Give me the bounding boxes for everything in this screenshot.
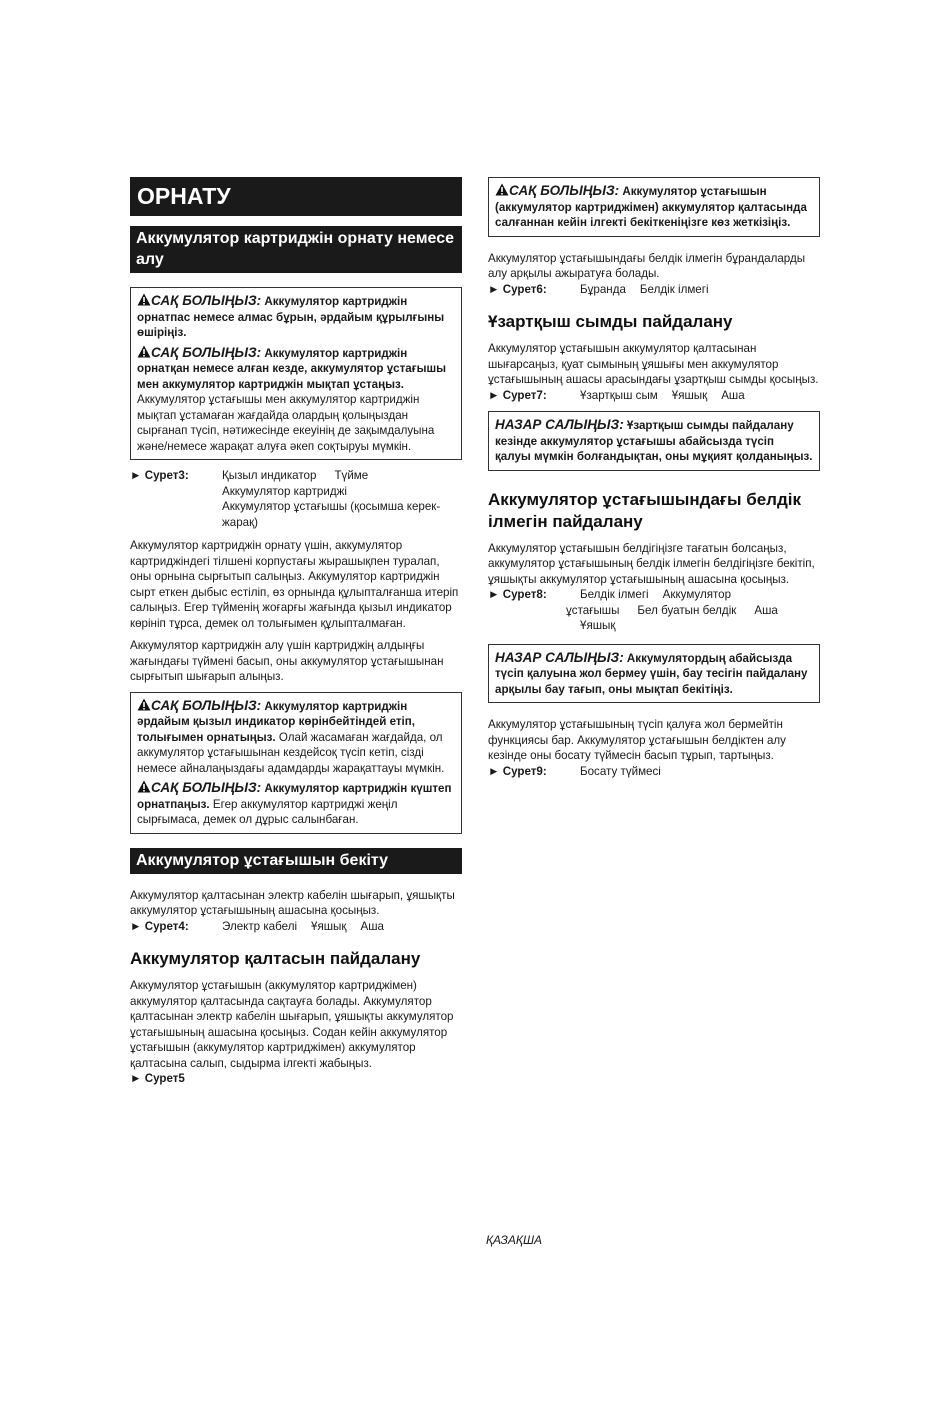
figure-item: Аккумулятор картриджі <box>222 484 347 498</box>
figure-item: Түйме <box>334 469 369 482</box>
notice-text-bold: Аккумулятордың абайсызда түсіп қалуына жол бермеу үшін, бау тесігін пайдалану арқылы бау тағып, оны мықтап бекітіңіз. <box>495 651 808 696</box>
figure-item: Бұранда <box>580 282 626 296</box>
figure-item: Аша <box>754 603 778 617</box>
figure-label: ► Сурет6: <box>488 282 547 296</box>
paragraph: Аккумулятор картриджін алу үшін картриджің алдыңғы жағындағы түймені басып, оны аккумулятор ұстағышынан сырғытып шығарып алыңыз. <box>130 639 444 683</box>
caution-text-bold: Аккумулятор картриджін орнатқан немесе алған кезде, аккумулятор ұстағышы мен аккумулятор картриджін мықтап ұстаңыз. <box>137 346 447 391</box>
section-title-install-remove: Аккумулятор картриджін орнату немесе алу <box>130 226 462 273</box>
caution-label: САҚ БОЛЫҢЫЗ: <box>151 780 262 795</box>
caution-box-1 <box>130 287 462 460</box>
caution-text: Олай жасамаған жағдайда, ол аккумулятор ұстағышынан кездейсоқ түсіп кетіп, сізді немесе айналаңыздағы адамдарды жарақаттауы мүмкін. <box>137 730 445 775</box>
figure-item: Аккумулятор ұстағышы (қосымша керек-жарақ) <box>222 500 441 529</box>
caution-label: САҚ БОЛЫҢЫЗ: <box>509 183 620 198</box>
figure-item: Босату түймесі <box>580 764 661 778</box>
notice-label: НАЗАР САЛЫҢЫЗ: <box>495 417 624 432</box>
caution-box-3 <box>488 177 820 237</box>
figure-item: Аша <box>721 388 745 402</box>
figure-ref-7 <box>488 388 820 404</box>
figure-label: ► Сурет7: <box>488 388 547 402</box>
caution-text-bold: Аккумулятор ұстағышын (аккумулятор картриджімен) аккумулятор қалтасында салғаннан кейін ілгекті бекіткеніңізге көз жеткізіңіз. <box>495 185 807 229</box>
figure-label: ► Сурет3: <box>130 469 189 482</box>
figure-item: Белдік ілмегі <box>639 282 709 296</box>
subsection-title-belt-hook: Аккумулятор ұстағышындағы белдік ілмегін пайдалану <box>488 489 802 531</box>
figure-item: Ұяшық <box>671 388 708 402</box>
figure-item: Аккумулятор <box>662 588 732 601</box>
figure-ref-6 <box>488 282 820 298</box>
figure-item: ұстағышы <box>566 603 620 617</box>
figure-item: Ұзартқыш сым <box>580 388 658 402</box>
caution-text: Егер аккумулятор картриджі жеңіл сырғымаса, демек ол дұрыс салынбаған. <box>137 797 398 826</box>
section-title-attach-holder: Аккумулятор ұстағышын бекіту <box>130 848 462 874</box>
paragraph: Аккумулятор ұстағышын аккумулятор қалтасынан шығарсаңыз, қуат сымының ұяшығы мен аккумулятор ұстағышының ашасы арасындағы ұзартқыш сымды қосыңыз. <box>488 342 819 386</box>
figure-ref-5 <box>130 1071 462 1087</box>
figure-item: Бел буатын белдік <box>637 603 737 617</box>
paragraph: Аккумулятор картриджін орнату үшін, аккумулятор картриджіндегі тілшені корпустағы жырашықпен туралап, оны орнына сырғытып салыңыз. Аккумулятор картриджін сырт еткен дыбыс естіліп, өз орнында құлыпталғанша итеріп салыңыз. Егер түйменің жоғарғы жағында қызыл индикатор көрініп тұрса, демек ол толығымен құлыпталмаған. <box>130 539 459 630</box>
right-column <box>488 177 820 787</box>
figure-item: Белдік ілмегі <box>580 588 649 601</box>
notice-box-1 <box>488 411 820 471</box>
warning-triangle-icon <box>137 293 151 306</box>
caution-item-2 <box>137 345 455 455</box>
caution-text: Аккумулятор картриджін орнатпас немесе алмас бұрын, әрдайым құрылғыны өшіріңіз. <box>137 295 445 339</box>
caution-text: Аккумулятор ұстағышы мен аккумулятор картриджін мықтап ұстамаған жағдайда олардың қолыңыздан сырғанап түсіп, нәтижесінде екеуінің де зақымдалуына және/немесе жарақат алуға әкеп соқтыруы мүмкін. <box>137 393 435 453</box>
warning-triangle-icon <box>495 183 509 196</box>
caution-item-3 <box>137 698 455 777</box>
caution-text-bold: Аккумулятор картриджін күштеп орнатпаңыз. <box>137 782 452 811</box>
warning-triangle-icon <box>137 698 151 711</box>
caution-item-5 <box>495 183 813 231</box>
subsection-title-battery-pocket: Аккумулятор қалтасын пайдалану <box>130 949 421 968</box>
caution-item-4 <box>137 780 455 828</box>
caution-label: САҚ БОЛЫҢЫЗ: <box>151 697 262 713</box>
caution-label: САҚ БОЛЫҢЫЗ: <box>151 344 262 360</box>
page-title: ОРНАТУ <box>130 177 462 216</box>
figure-ref-3 <box>130 468 462 530</box>
figure-item: Электр кабелі <box>222 919 298 933</box>
figure-item: Ұяшық <box>311 919 347 933</box>
warning-triangle-icon <box>137 780 151 793</box>
figure-item: Қызыл индикатор <box>222 469 317 482</box>
figure-label: ► Сурет8: <box>488 588 547 601</box>
caution-text-bold: Аккумулятор картриджін әрдайым қызыл индикатор көрінбейтіндей етіп, толығымен орнатыңыз. <box>137 699 416 744</box>
paragraph: Аккумулятор ұстағышындағы белдік ілмегін бұрандаларды алу арқылы ажыратуға болады. <box>488 251 806 280</box>
caution-item-1 <box>137 293 455 341</box>
figure-ref-8 <box>488 587 820 634</box>
subsection-title-extension-cord: Ұзартқыш сымды пайдалану <box>488 312 733 331</box>
notice-text-bold: Ұзартқыш сымды пайдалану кезінде аккумулятор ұстағышы абайсызда түсіп қалуы мүмкін болғандықтан, оны мұқият қолданыңыз. <box>495 419 813 463</box>
caution-label: САҚ БОЛЫҢЫЗ: <box>151 293 262 308</box>
warning-triangle-icon <box>137 345 151 358</box>
figure-label: ► Сурет4: <box>130 919 189 933</box>
figure-label: ► Сурет5 <box>130 1072 185 1085</box>
notice-label: НАЗАР САЛЫҢЫЗ: <box>495 649 624 665</box>
paragraph: Аккумулятор ұстағышын (аккумулятор картриджімен) аккумулятор қалтасында сақтауға болады. Аккумулятор қалтасынан электр кабелін шығарып, ұяшықты аккумулятор ұстағышының ашасына қосыңыз. Содан кейін аккумулятор ұстағышын (аккумулятор картриджімен) аккумулятор қалтасына салып, сыдырма ілгекті жабыңыз. <box>130 979 454 1070</box>
notice-box-2 <box>488 644 820 704</box>
paragraph: Аккумулятор ұстағышының түсіп қалуға жол бермейтін функциясы бар. Аккумулятор ұстағышын белдіктен алу кезінде оны босату түймесін басып тұрып, тартыңыз. <box>488 718 786 762</box>
figure-item: Аша <box>360 919 384 933</box>
figure-ref-9 <box>488 764 820 780</box>
paragraph: Аккумулятор қалтасынан электр кабелін шығарып, ұяшықты аккумулятор ұстағышының ашасына қосыңыз. <box>130 888 455 917</box>
figure-ref-4 <box>130 919 462 935</box>
figure-item: Ұяшық <box>580 619 616 632</box>
paragraph: Аккумулятор ұстағышын белдігіңізге тағатын болсаңыз, аккумулятор ұстағышының белдік ілмегін белдігіңізге бекітіп, ұяшықты аккумулятор ұстағышының ашасына қосыңыз. <box>488 541 815 586</box>
page-footer-language: ҚАЗАҚША <box>485 1233 543 1247</box>
figure-label: ► Сурет9: <box>488 764 547 778</box>
left-column <box>130 177 462 1095</box>
caution-box-2 <box>130 692 462 834</box>
